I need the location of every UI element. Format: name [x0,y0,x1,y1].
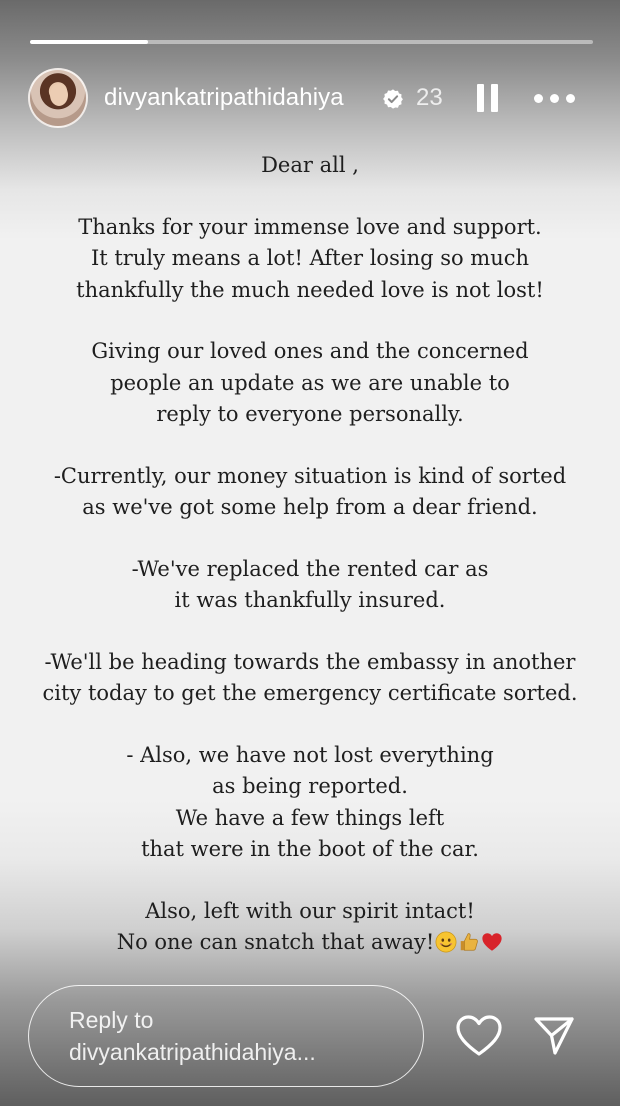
letter-line [14,927,606,959]
letter-line [14,399,606,431]
letter-line-text: it was thankfully insured. [174,588,446,612]
smiling-face-icon [435,931,457,953]
letter-line-text: people an update as we are unable to [110,370,510,395]
story-letter-text [14,150,606,959]
letter-line-text: Also, left with our spirit intact! [145,898,475,923]
letter-line-text: Thanks for your immense love and support. [78,214,542,239]
avatar-face [50,84,68,106]
story-header [28,68,592,130]
letter-line-text: -We'll be heading towards the embassy in another [44,649,576,674]
reply-placeholder: Reply to divyankatripathidahiya... [69,1007,316,1065]
paragraph-gap [14,306,606,336]
letter-line [14,771,606,803]
letter-line-text: as we've got some help from a dear friend. [82,495,538,519]
red-heart-icon [481,931,503,953]
letter-line-text: -We've replaced the rented car as [131,556,489,581]
letter-line-text: reply to everyone personally. [156,402,464,426]
letter-line [14,803,606,835]
letter-line-text: city today to get the emergency certificate sorted. [42,681,578,705]
letter-line [14,554,606,586]
letter-line-text: No one can snatch that away! [116,930,435,954]
letter-line [14,585,606,617]
heart-outline-icon[interactable] [455,1014,503,1058]
more-options-icon[interactable] [534,86,576,110]
letter-line [14,492,606,524]
avatar[interactable] [28,68,88,128]
letter-line-text: Dear all , [261,153,359,177]
letter-line-text: -Currently, our money situation is kind of sorted [53,463,567,488]
letter-line [14,243,606,275]
letter-line [14,896,606,928]
username[interactable]: divyankatripathidahiya [104,84,344,111]
post-time: 23 [416,84,443,111]
paragraph-gap [14,182,606,212]
letter-line-text: It truly means a lot! After losing so much [90,246,530,270]
story-progress-bar [30,40,593,44]
paragraph-gap [14,866,606,896]
reply-input[interactable] [28,985,424,1087]
paragraph-gap [14,617,606,647]
letter-line-text: - Also, we have not lost everything [126,742,494,767]
letter-line-text: that were in the boot of the car. [141,837,479,861]
letter-line [14,150,606,182]
letter-line [14,368,606,400]
letter-line [14,740,606,772]
letter-line [14,336,606,368]
thumbs-up-icon [458,931,480,953]
paragraph-gap [14,710,606,740]
letter-line [14,275,606,307]
letter-line-text: Giving our loved ones and the concerned [91,339,529,363]
letter-line [14,834,606,866]
letter-line [14,461,606,493]
pause-icon[interactable] [474,82,502,114]
letter-line [14,647,606,679]
send-arrow-icon[interactable] [532,1014,576,1058]
letter-line-text: thankfully the much needed love is not lost! [76,277,544,302]
paragraph-gap [14,524,606,554]
letter-line [14,212,606,244]
verified-badge-icon [382,88,404,110]
paragraph-gap [14,431,606,461]
letter-line [14,678,606,710]
story-progress-fill [30,40,148,44]
letter-line-text: We have a few things left [175,805,445,830]
letter-line-text: as being reported. [212,774,408,798]
